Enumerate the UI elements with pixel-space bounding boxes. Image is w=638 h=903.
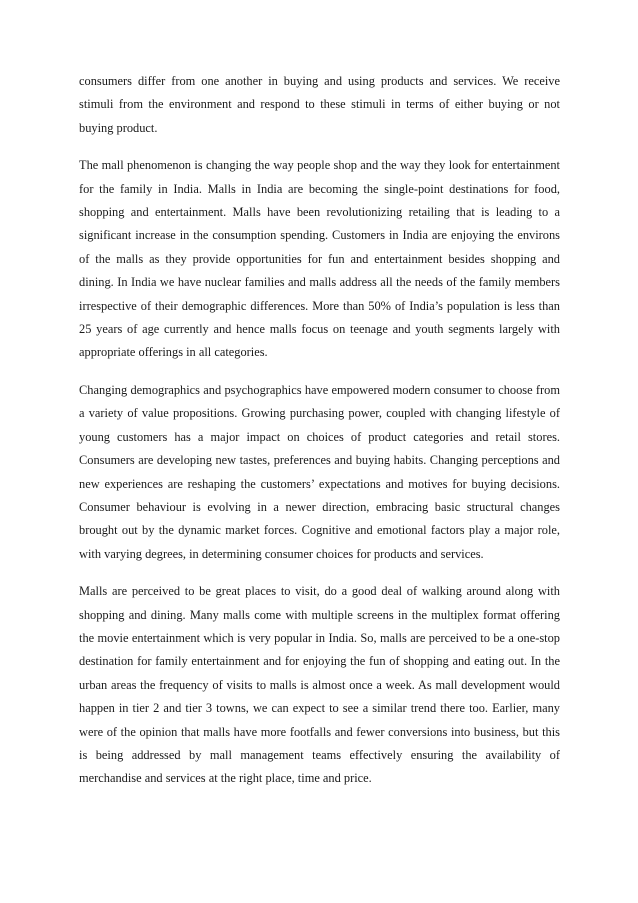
paragraph-consumer-stimuli: consumers differ from one another in buying and using products and services. We receive stimuli from the environment and respond to these stimuli in terms of either buying or not buying product.	[79, 74, 560, 135]
page-body	[79, 70, 560, 805]
paragraph-changing-demographics: Changing demographics and psychographics have empowered modern consumer to choose from a variety of value propositions. Growing purchasing power, coupled with changing lifestyle of young customers has a major impact on choices of product categories and retail stores. Consumers are developing new tastes, preferences and buying habits. Changing perceptions and new experiences are reshaping the customers’ expectations and motives for buying decisions. Consumer behaviour is evolving in a newer direction, embracing basic structural changes brought out by the dynamic market forces. Cognitive and emotional factors play a major role, with varying degrees, in determining consumer choices for products and services.	[79, 382, 560, 561]
paragraph-mall-phenomenon: The mall phenomenon is changing the way people shop and the way they look for entertainment for the family in India. Malls in India are becoming the single-point destinations for food, shopping and entertainment. Malls have been revolutionizing retailing that is leading to a significant increase in the consumption spending. Customers in India are enjoying the environs of the malls as they provide opportunities for fun and entertainment besides shopping and dining. In India we have nuclear families and malls address all the needs of the family members irrespective of their demographic differences. More than 50% of India’s population is less than 25 years of age currently and hence malls focus on teenage and youth segments largely with appropriate offerings in all categories.	[79, 158, 560, 360]
paragraph-malls-perceived: Malls are perceived to be great places to visit, do a good deal of walking around along with shopping and dining. Many malls come with multiple screens in the multiplex format offering the movie entertainment which is very popular in India. So, malls are perceived to be a one-stop destination for family entertainment and for enjoying the fun of shopping and eating out. In the urban areas the frequency of visits to malls is almost once a week. As mall development would happen in tier 2 and tier 3 towns, we can expect to see a similar trend there too. Earlier, many were of the opinion that malls have more footfalls and fewer conversions into business, but this is being addressed by mall management teams effectively ensuring the availability of merchandise and services at the right place, time and price.	[79, 584, 560, 786]
